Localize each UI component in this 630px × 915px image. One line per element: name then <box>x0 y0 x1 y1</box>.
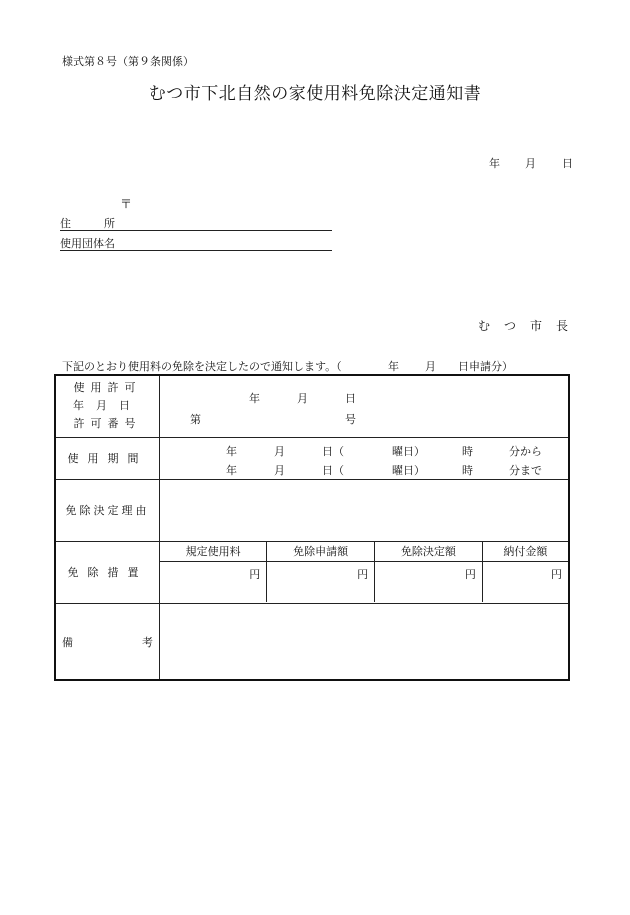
postal-mark: 〒 <box>120 197 133 211</box>
period-from-year: 年 <box>226 444 237 458</box>
remarks-label-cell <box>55 603 160 680</box>
permit-dai: 第 <box>190 413 201 426</box>
remarks-label-right: 考 <box>142 635 153 649</box>
group-name-line <box>60 235 332 251</box>
measure-label: 免除措置 <box>67 566 148 579</box>
period-from-hour: 時 <box>462 444 473 458</box>
intro-text: 下記のとおり使用料の免除を決定したので通知します。（ <box>62 360 342 373</box>
period-from-day: 日（ <box>322 444 344 458</box>
period-value-cell[interactable] <box>160 437 570 479</box>
fee-decided-cell[interactable] <box>375 561 483 602</box>
permit-label-cell <box>55 375 160 437</box>
permit-month: 月 <box>297 392 308 405</box>
fee-header-standard: 規定使用料 <box>160 542 267 561</box>
permit-label-line2: 年月日 <box>73 399 142 413</box>
reason-value-cell[interactable] <box>160 479 570 541</box>
intro-year: 年 <box>388 360 399 373</box>
fee-value-row <box>160 561 568 602</box>
period-from-minute: 分から <box>509 444 542 458</box>
period-label: 使用期間 <box>67 452 148 465</box>
reason-label-cell <box>55 479 160 541</box>
fee-payable-unit: 円 <box>551 567 562 581</box>
permit-go: 号 <box>345 413 356 426</box>
period-to-hour: 時 <box>462 463 473 477</box>
measure-row <box>55 541 569 603</box>
permit-day: 日 <box>345 392 356 405</box>
date-month: 月 <box>525 157 536 170</box>
period-from-month: 月 <box>274 444 285 458</box>
permit-row <box>55 375 569 437</box>
fee-header-decided: 免除決定額 <box>375 542 483 561</box>
fee-header-row <box>160 542 568 561</box>
intro-month: 月 <box>425 360 436 373</box>
period-row <box>55 437 569 479</box>
address-label: 住 所 <box>60 217 115 230</box>
decision-table <box>54 374 570 681</box>
permit-label-line3: 許可番号 <box>73 417 142 431</box>
date-day: 日 <box>562 157 573 170</box>
period-to-year: 年 <box>226 463 237 477</box>
address-line <box>60 215 332 231</box>
reason-row <box>55 479 569 541</box>
period-to-month: 月 <box>274 463 285 477</box>
permit-label-line1: 使用許可 <box>73 381 142 395</box>
intro-suffix: 日申請分） <box>458 360 513 373</box>
reason-label: 免除決定理由 <box>65 504 150 517</box>
date-year: 年 <box>489 157 500 170</box>
period-label-cell <box>55 437 160 479</box>
fee-standard-unit: 円 <box>249 567 261 581</box>
measure-label-cell <box>55 541 160 603</box>
remarks-label-left: 備 <box>62 635 73 649</box>
document-title: むつ市下北自然の家使用料免除決定通知書 <box>148 84 482 104</box>
fee-payable-cell[interactable] <box>482 561 568 602</box>
permit-value-cell[interactable] <box>160 375 570 437</box>
period-from-dow: 曜日） <box>392 444 425 458</box>
fee-requested-unit: 円 <box>357 567 369 581</box>
period-to-minute: 分まで <box>509 463 542 477</box>
remarks-row <box>55 603 569 680</box>
period-to-dow: 曜日） <box>392 463 425 477</box>
fee-decided-unit: 円 <box>464 567 476 581</box>
permit-year: 年 <box>249 392 260 405</box>
form-number: 様式第８号（第９条関係） <box>62 55 194 68</box>
fee-subtable <box>160 542 568 602</box>
remarks-value-cell[interactable] <box>160 603 570 680</box>
measure-value-cell <box>160 541 570 603</box>
period-to-day: 日（ <box>322 463 344 477</box>
group-name-label: 使用団体名 <box>60 237 115 250</box>
fee-requested-cell[interactable] <box>267 561 375 602</box>
fee-header-requested: 免除申請額 <box>267 542 375 561</box>
fee-standard-cell[interactable] <box>160 561 267 602</box>
issuer-mayor: む つ 市 長 <box>478 319 570 333</box>
fee-header-payable: 納付金額 <box>482 542 568 561</box>
